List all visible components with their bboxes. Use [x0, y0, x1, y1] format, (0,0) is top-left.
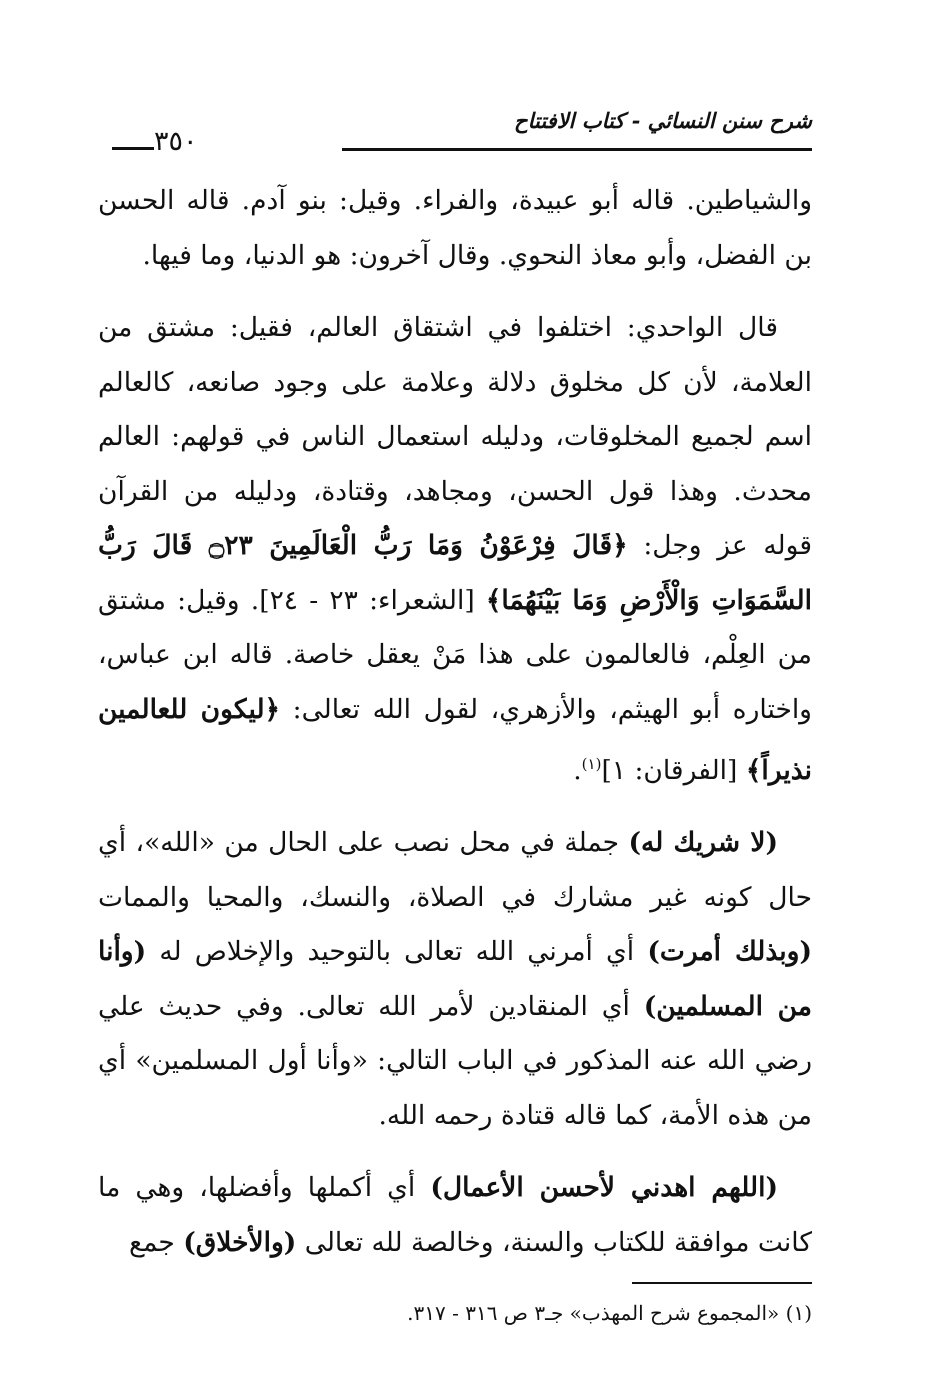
text-run: والشياطين. قاله أبو عبيدة، والفراء. وقيل: بنو آدم. قاله الحسن بن الفضل، وأبو معاذ النحوي. وقال آخرون: هو الدنيا، وما فيها.: [98, 185, 812, 271]
page-header: [98, 100, 812, 157]
paragraph-gap: [98, 798, 812, 816]
text-run: قال الواحدي: اختلفوا في اشتقاق العالم، فقيل: مشتق من العلامة، لأن كل مخلوق دلالة وعلامة على وجود صانعه، كالعالم اسم لجميع المخلوقات، ودليله استعمال الناس في قولهم: العالم محدث. وهذا قول الحسن، ومجاهد، وقتادة، ودليله من القرآن قوله عز وجل:: [98, 312, 812, 561]
text-run: [الفرقان: ١]: [601, 754, 746, 786]
book-page: [98, 100, 812, 1350]
running-title: شرح سنن النسائي - كتاب الافتتاح: [514, 108, 812, 133]
bold-phrase: (اللهم اهدني لأحسن الأعمال): [430, 1172, 778, 1204]
bold-phrase: ﴿ليكون للعالمين نذيراً﴾: [98, 693, 812, 786]
paragraph: [98, 816, 812, 1143]
bold-phrase: (لا شريك له): [628, 827, 778, 859]
bold-phrase: (وأنا من المسلمين): [98, 936, 813, 1022]
paragraph: [98, 1161, 812, 1270]
text-run: [الشعراء: ٢٣ - ٢٤]. وقيل: مشتق من العِلْم، فالعالمون على هذا مَنْ يعقل خاصة. قاله ابن عباس، واختاره أبو الهيثم، والأزهري، لقول الله تعالى:: [98, 584, 812, 725]
page-number-dash: [112, 147, 154, 150]
paragraph-gap: [98, 283, 812, 301]
paragraph-gap: [98, 1143, 812, 1161]
paragraph: [98, 301, 812, 798]
bold-phrase: ﴿قَالَ فِرْعَوْنُ وَمَا رَبُّ الْعَالَمِينَ ۝٢٣ قَالَ رَبُّ السَّمَوَاتِ وَالْأَرْضِ وَمَا بَيْنَهُمَا﴾: [98, 530, 812, 616]
footnote: (١) «المجموع شرح المهذب» جـ٣ ص ٣١٦ - ٣١٧.: [407, 1301, 812, 1326]
body-text: [98, 174, 812, 1270]
paragraph: [98, 174, 812, 283]
header-rule: [342, 148, 812, 151]
footnote-rule: [632, 1282, 812, 1284]
text-run: أي المنقادين لأمر الله تعالى. وفي حديث علي رضي الله عنه المذكور في الباب التالي: «وأنا أول المسلمين» أي من هذه الأمة، كما قاله قتادة رحمه الله.: [98, 990, 812, 1131]
text-run: أي أمرني الله تعالى بالتوحيد والإخلاص له: [146, 936, 648, 968]
text-run: جمع: [128, 1226, 184, 1258]
bold-phrase: (وبذلك أمرت): [647, 936, 813, 968]
footnote-marker: (١): [581, 755, 602, 773]
text-run: .: [573, 754, 582, 786]
text-run: أي أكملها وأفضلها، وهي ما كانت موافقة للكتاب والسنة، وخالصة لله تعالى: [98, 1172, 812, 1258]
bold-phrase: (والأخلاق): [183, 1226, 297, 1258]
text-run: جملة في محل نصب على الحال من «الله»، أي حال كونه غير مشارك في الصلاة، والنسك، والمحيا والممات: [98, 827, 812, 913]
page-number: ٣٥٠: [154, 126, 198, 157]
page-number-block: [98, 126, 198, 157]
